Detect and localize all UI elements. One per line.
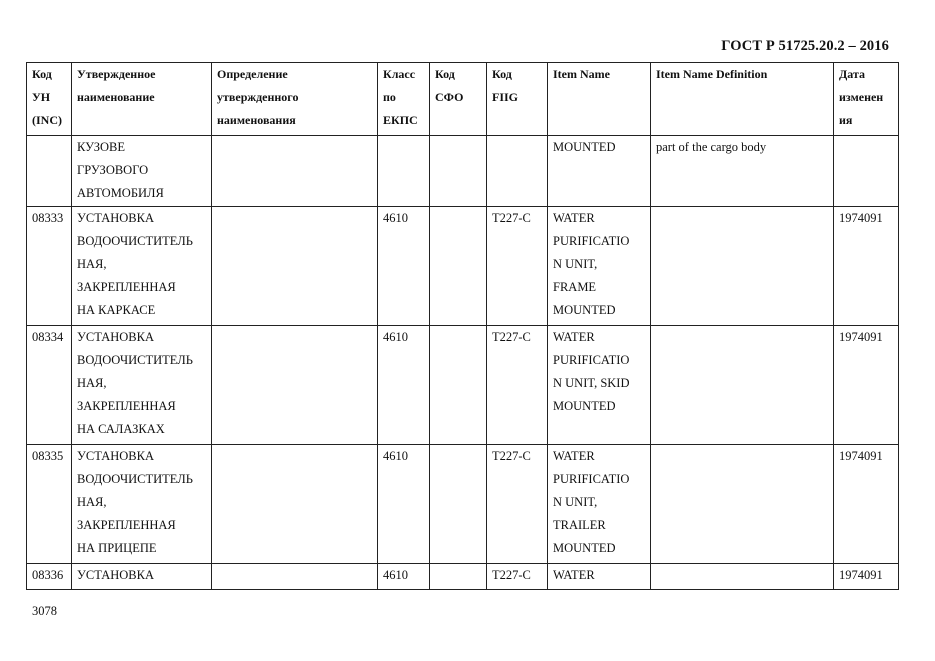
cell-definition (212, 326, 378, 445)
cell-class: 4610 (378, 207, 430, 326)
header-code-inc: Код УН (INC) (27, 63, 72, 136)
cell-item-name: WATER PURIFICATIO N UNIT, FRAME MOUNTED (548, 207, 651, 326)
cell-item-definition: part of the cargo body (651, 136, 834, 207)
cell-sfo (430, 445, 487, 564)
cell-item-definition (651, 445, 834, 564)
cell-fiig: T227-C (487, 564, 548, 590)
cell-item-name: WATER (548, 564, 651, 590)
table-header-row (27, 63, 899, 136)
cell-code: 08335 (27, 445, 72, 564)
cell-approved-name: УСТАНОВКА (72, 564, 212, 590)
cell-code: 08334 (27, 326, 72, 445)
cell-item-name: WATER PURIFICATIO N UNIT, SKID MOUNTED (548, 326, 651, 445)
header-name-definition: Определение утвержденного наименования (212, 63, 378, 136)
cell-approved-name: УСТАНОВКА ВОДООЧИСТИТЕЛЬ НАЯ, ЗАКРЕПЛЕННАЯ НА КАРКАСЕ (72, 207, 212, 326)
cell-definition (212, 136, 378, 207)
cell-fiig: T227-C (487, 326, 548, 445)
cell-sfo (430, 136, 487, 207)
table-row (27, 564, 899, 590)
cell-code: 08333 (27, 207, 72, 326)
cell-approved-name: УСТАНОВКА ВОДООЧИСТИТЕЛЬ НАЯ, ЗАКРЕПЛЕННАЯ НА САЛАЗКАХ (72, 326, 212, 445)
table-row (27, 207, 899, 326)
document-standard-header: ГОСТ Р 51725.20.2 – 2016 (721, 38, 889, 54)
header-fiig-code: Код FIIG (487, 63, 548, 136)
cell-class: 4610 (378, 564, 430, 590)
cell-item-definition (651, 207, 834, 326)
cell-approved-name: КУЗОВЕ ГРУЗОВОГО АВТОМОБИЛЯ (72, 136, 212, 207)
header-item-name: Item Name (548, 63, 651, 136)
cell-date: 1974091 (834, 207, 899, 326)
cell-item-name: MOUNTED (548, 136, 651, 207)
cell-fiig: T227-C (487, 207, 548, 326)
cell-definition (212, 207, 378, 326)
catalog-table (26, 62, 899, 590)
header-sfo-code: Код СФО (430, 63, 487, 136)
cell-sfo (430, 564, 487, 590)
header-item-name-definition: Item Name Definition (651, 63, 834, 136)
cell-date: 1974091 (834, 445, 899, 564)
cell-class (378, 136, 430, 207)
header-ekps-class: Класс по ЕКПС (378, 63, 430, 136)
cell-fiig: T227-C (487, 445, 548, 564)
cell-item-name: WATER PURIFICATIO N UNIT, TRAILER MOUNTED (548, 445, 651, 564)
cell-item-definition (651, 564, 834, 590)
cell-class: 4610 (378, 326, 430, 445)
cell-date: 1974091 (834, 326, 899, 445)
cell-sfo (430, 207, 487, 326)
cell-approved-name: УСТАНОВКА ВОДООЧИСТИТЕЛЬ НАЯ, ЗАКРЕПЛЕННАЯ НА ПРИЦЕПЕ (72, 445, 212, 564)
cell-fiig (487, 136, 548, 207)
cell-definition (212, 445, 378, 564)
cell-code (27, 136, 72, 207)
table-row (27, 136, 899, 207)
header-approved-name: Утвержденное наименование (72, 63, 212, 136)
cell-definition (212, 564, 378, 590)
table-row (27, 445, 899, 564)
cell-class: 4610 (378, 445, 430, 564)
header-change-date: Дата изменен ия (834, 63, 899, 136)
table-row (27, 326, 899, 445)
cell-code: 08336 (27, 564, 72, 590)
cell-date (834, 136, 899, 207)
cell-date: 1974091 (834, 564, 899, 590)
cell-item-definition (651, 326, 834, 445)
page-number: 3078 (32, 604, 57, 618)
cell-sfo (430, 326, 487, 445)
